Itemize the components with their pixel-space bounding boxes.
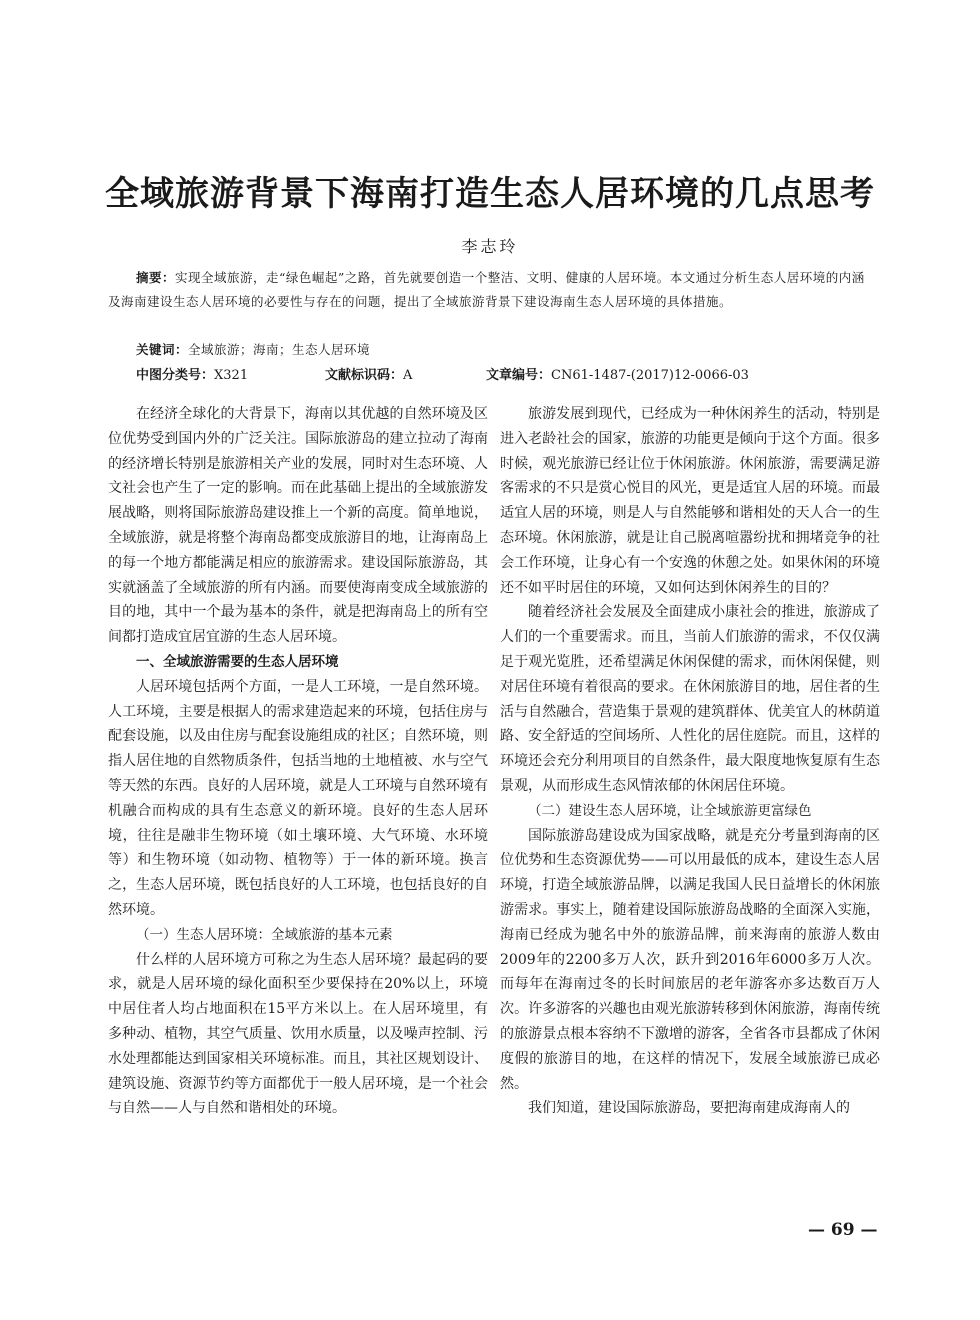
- section-heading: 一、全域旅游需要的生态人居环境: [136, 653, 339, 670]
- author-name: 李志玲: [461, 237, 519, 256]
- clc-label: 中图分类号：: [136, 368, 215, 383]
- doc-code-label: 文献标识码：: [325, 368, 404, 383]
- abstract-text: 实现全域旅游，走“绿色崛起”之路，首先就要创造一个整洁、文明、健康的人居环境。本文通过分析生态人居环境的内涵及海南建设生态人居环境的必要性与存在的问题，提出了全域旅游背景下建设海南生态人居环境的具体措施。: [108, 270, 865, 309]
- paragraph: 在经济全球化的大背景下，海南以其优越的自然环境及区位优势受到国内外的广泛关注。国际旅游岛的建立拉动了海南的经济增长特别是旅游相关产业的发展，同时对生态环境、人文社会也产生了一定的影响。而在此基础上提出的全域旅游发展战略，则将国际旅游岛建设推上一个新的高度。简单地说，全域旅游，就是将整个海南岛都变成旅游目的地，让海南岛上的每一个地方都能满足相应的旅游需求。建设国际旅游岛，其实就涵盖了全域旅游的所有内涵。而要使海南变成全域旅游的目的地，其中一个最为基本的条件，就是把海南岛上的所有空间都打造成宜居宜游的生态人居环境。: [108, 406, 488, 646]
- keywords-text: 全域旅游；海南；生态人居环境: [188, 342, 371, 357]
- article-number: [486, 364, 749, 383]
- paragraph: 国际旅游岛建设成为国家战略，就是充分考量到海南的区位优势和生态资源优势——可以用最低的成本，建设生态人居环境，打造全域旅游品牌，以满足我国人民日益增长的休闲旅游需求。事实上，随着建设国际旅游岛战略的全面深入实施，海南已经成为驰名中外的旅游品牌，前来海南的旅游人数由2009年的2200多万人次，跃升到2016年6000多万人次。而每年在海南过冬的长时间旅居的老年游客亦多达数百万人次。许多游客的兴趣也由观光旅游转移到休闲旅游，海南传统的旅游景点根本容纳不下激增的游客，全省各市县都成了休闲度假的旅游目的地，在这样的情况下，发展全域旅游已成必然。: [500, 827, 880, 1092]
- doc-code-value: A: [403, 368, 413, 383]
- abstract-label: 摘要：: [136, 270, 176, 285]
- article-no-value: CN61-1487-(2017)12-0066-03: [551, 368, 749, 383]
- article-no-label: 文章编号：: [486, 368, 552, 383]
- paragraph: 我们知道，建设国际旅游岛，要把海南建成海南人的: [528, 1100, 850, 1117]
- paragraph: 人居环境包括两个方面，一是人工环境，一是自然环境。人工环境，主要是根据人的需求建造起来的环境，包括住房与配套设施，以及由住房与配套设施组成的社区；自然环境，则指人居住地的自然物质条件，包括当地的土地植被、水与空气等天然的东西。良好的人居环境，就是人工环境与自然环境有机融合而构成的具有生态意义的新环境。良好的生态人居环境，往往是融非生物环境（如土壤环境、大气环境、水环境等）和生物环境（如动物、植物等）于一体的新环境。换言之，生态人居环境，既包括良好的人工环境，也包括良好的自然环境。: [108, 678, 488, 918]
- subsection-heading: （二）建设生态人居环境，让全域旅游更富绿色: [528, 802, 812, 819]
- clc-value: X321: [214, 368, 249, 383]
- subsection-heading: （一）生态人居环境：全域旅游的基本元素: [136, 926, 393, 943]
- article-title: 全域旅游背景下海南打造生态人居环境的几点思考: [105, 174, 875, 214]
- right-column: [500, 402, 880, 1222]
- document-code: [325, 364, 412, 383]
- clc-number: [136, 364, 248, 383]
- abstract: [108, 266, 874, 314]
- keywords: [136, 340, 370, 358]
- left-column: [108, 402, 488, 1222]
- page-number: — 69 —: [808, 1220, 878, 1240]
- keywords-label: 关键词：: [136, 342, 189, 357]
- paragraph: 什么样的人居环境方可称之为生态人居环境？最起码的要求，就是人居环境的绿化面积至少要保持在20%以上，环境中居住者人均占地面积在15平方米以上。在人居环境里，有多种动、植物，其空气质量、饮用水质量，以及噪声控制、污水处理都能达到国家相关环境标准。而且，其社区规划设计、建筑设施、资源节约等方面都优于一般人居环境，是一个社会与自然——人与自然和谐相处的环境。: [108, 951, 488, 1117]
- paragraph: 旅游发展到现代，已经成为一种休闲养生的活动，特别是进入老龄社会的国家，旅游的功能更是倾向于这个方面。很多时候，观光旅游已经让位于休闲旅游。休闲旅游，需要满足游客需求的不只是赏心悦目的风光，更是适宜人居的环境。而最适宜人居的环境，则是人与自然能够和谐相处的天人合一的生态环境。休闲旅游，就是让自己脱离喧嚣纷扰和拥堵竞争的社会工作环境，让身心有一个安逸的休憩之处。如果休闲的环境还不如平时居住的环境，又如何达到休闲养生的目的？: [500, 406, 880, 596]
- paragraph: 随着经济社会发展及全面建成小康社会的推进，旅游成了人们的一个重要需求。而且，当前人们旅游的需求，不仅仅满足于观光览胜，还希望满足休闲保健的需求，而休闲保健，则对居住环境有着很高的要求。在休闲旅游目的地，居住者的生活与自然融合，营造集于景观的建筑群体、优美宜人的林荫道路、安全舒适的空间场所、人性化的居住庭院。而且，这样的环境还会充分利用项目的自然条件，最大限度地恢复原有生态景观，从而形成生态风情浓郁的休闲居住环境。: [500, 604, 880, 794]
